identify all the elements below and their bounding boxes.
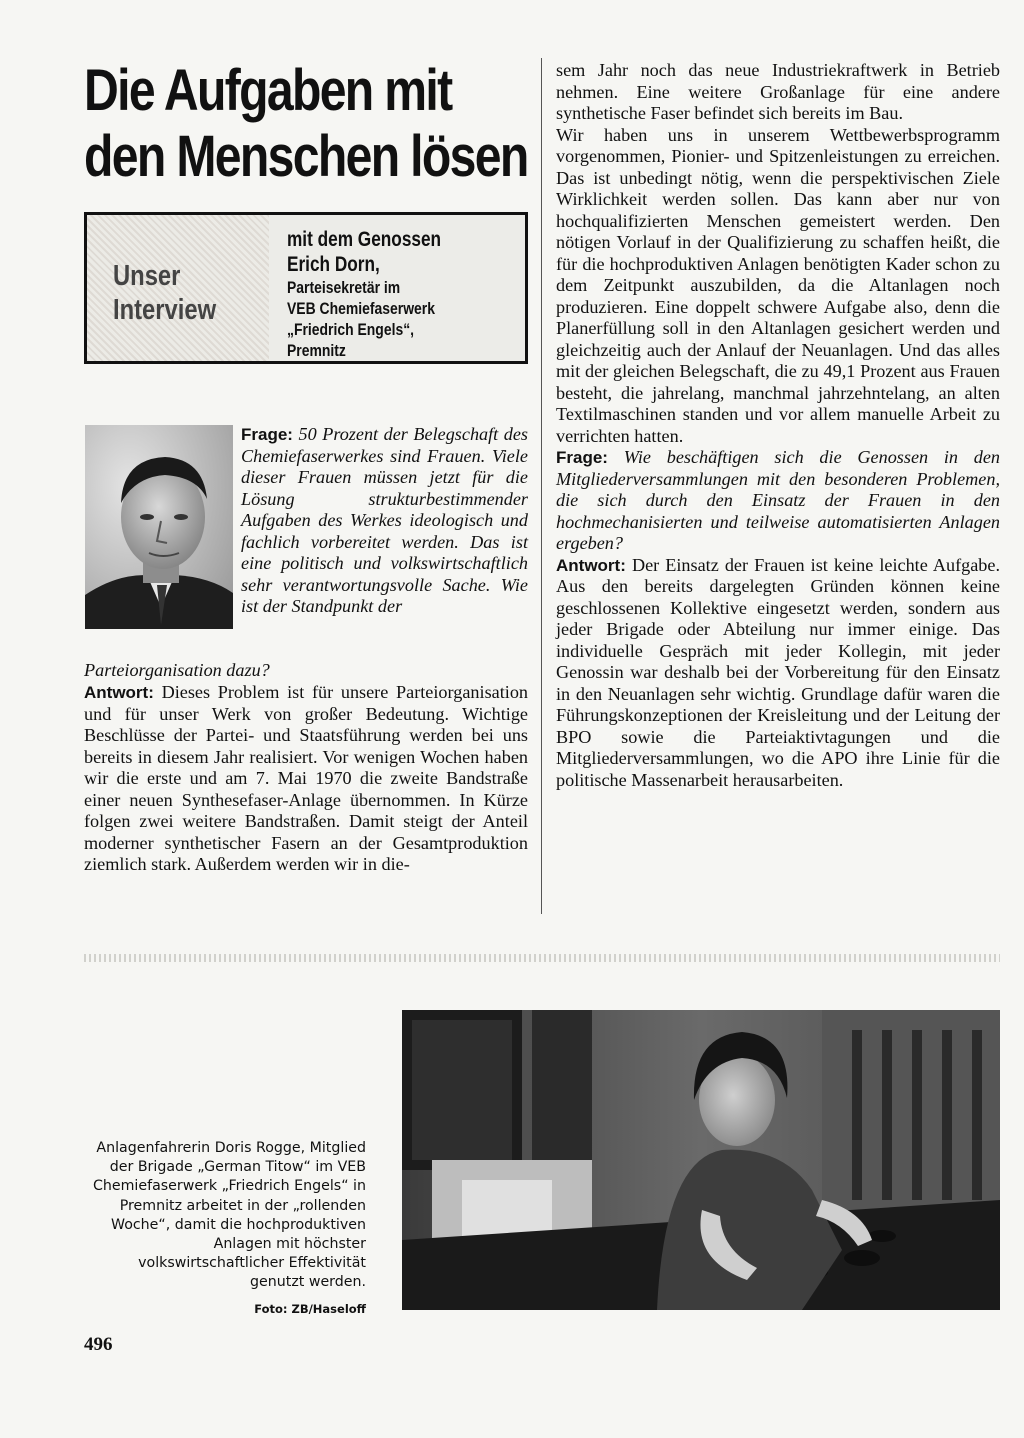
headline: [84, 58, 528, 190]
interviewee-role-1: Parteisekretär im: [287, 278, 401, 297]
interview-box: [84, 212, 528, 364]
right-column-paragraph-2: Wir haben uns in unserem Wettbewerbsprogramm vorgenommen, Pionier- und Spitzenleistungen zu erreichen. Das ist unbedingt nötig, wenn die perspektivischen Ziele Wirklichkeit werden sollen. Das kann aber nur von hochqualifizierten Menschen gemeistert werden. Den nötigen Vorlauf in der Qualifizierung zu schaffen heißt, die für die hochproduktiven Anlagen benötigten Kader schon zu dem Zeitpunkt auszubilden, da die Altanlagen noch produzieren. Eine doppelt schwere Aufgabe also, denn die Planerfüllung soll in den Altanlagen gesichert werden und gleichzeitig auch der Anlauf der Neuanlagen. Und das alles mit der gleichen Belegschaft, die zu 49,1 Prozent aus Frauen besteht, die jahrelang, manchmal jahrzehntelang, an alten Textilmaschinen standen und vor allem manuelle Arbeit zu verrichten hatten.: [556, 124, 1000, 446]
right-column: [556, 60, 1000, 791]
interview-label-line-1: Unser: [113, 260, 181, 292]
photo-credit: Foto: ZB/Haseloff: [254, 1302, 366, 1316]
question-1-text: 50 Prozent der Belegschaft des Chemiefaserwerkes sind Frauen. Viele dieser Frauen müssen jetzt für die Lösung strukturbestimmender Aufgaben des Werkes ideologisch und fachlich vorbereitet werden. Das ist eine politisch und volkswirtschaftlich sehr verantwortungsvolle Sache. Wie ist der Standpunkt der: [241, 424, 528, 616]
interviewee-name: Erich Dorn,: [287, 253, 380, 276]
interviewee-block: [287, 227, 441, 361]
answer-2-label: Antwort:: [556, 555, 626, 575]
interviewee-role-2: VEB Chemiefaserwerk: [287, 299, 435, 318]
interview-label-line-2: Interview: [113, 294, 217, 326]
factory-photo-illustration: [402, 1010, 1000, 1310]
page-number: 496: [84, 1334, 113, 1355]
interview-label: [113, 259, 216, 327]
headline-line-2: den Menschen lösen: [84, 124, 528, 189]
question-2-block: [556, 447, 1000, 555]
photo-caption: Anlagenfahrerin Doris Rogge, Mitglied der Brigade „German Titow“ im VEB Chemiefaserwerk „Friedrich Engels“ in Premnitz arbeitet in der „rollenden Woche“, damit die hochproduktiven Anlagen mit höchster volkswirtschaftlicher Effektivität genutzt werden.: [92, 1140, 366, 1291]
question-2-label: Frage:: [556, 448, 608, 467]
question-1-text-end: Parteiorganisation dazu?: [84, 660, 270, 680]
headline-line-1: Die Aufgaben mit: [84, 58, 452, 123]
answer-1-label: Antwort:: [84, 683, 154, 702]
portrait-illustration: [85, 425, 233, 629]
portrait-photo: [85, 425, 233, 629]
answer-2-text: Der Einsatz der Frauen ist keine leichte Aufgabe. Aus den bereits dargelegten Gründen können keine geschlossenen Kollektive eingesetzt werden, sondern aus jeder Brigade oder Abteilung nur immer einige. Das individuelle Gespräch mit jeder Kollegin, mit jeder Genossin war deshalb bei der Vorbereitung für den Einsatz in den Neuanlagen sehr wichtig. Grundlage dafür waren die Führungskonzeptionen der Kreisleitung und der Leitung der BPO sowie die Parteiaktivtagungen und die Mitgliederversammlungen, wo die APO ihre Linie für die politische Massenarbeit herausarbeiten.: [556, 554, 1001, 790]
question-1-block: [241, 424, 528, 618]
section-divider: [84, 954, 1000, 962]
answer-1-text: Dieses Problem ist für unsere Parteiorganisation und für unser Werk von großer Bedeutung. Wichtige Beschlüsse der Partei- und Staatsführung werden bei uns bereits in diesem Jahr realisiert. Vor wenigen Wochen haben wir die erste und am 7. Mai 1970 die zweite Bandstraße einer neuen Synthesefaser-Anlage übernommen. In Kürze folgen zwei weitere Bandstraßen. Damit steigt der Anteil moderner synthetischer Fasern an der Gesamtproduktion ziemlich stark. Außerdem werden wir in die-: [84, 682, 529, 874]
column-divider: [541, 58, 542, 914]
interviewee-role-3: „Friedrich Engels“,: [287, 320, 415, 339]
question-1-label: Frage:: [241, 425, 293, 444]
factory-photo: [402, 1010, 1000, 1310]
answer-2-block: [556, 555, 1000, 792]
answer-1-block: [84, 682, 528, 876]
question-2-text: Wie beschäftigen sich die Genossen in den Mitgliederversammlungen mit den besonderen Problemen, die sich durch den Einsatz der Frauen in den hochmechanisierten und teilweise automatisierten Anlagen ergeben?: [556, 447, 1000, 553]
right-column-paragraph-1: sem Jahr noch das neue Industriekraftwerk in Betrieb nehmen. Eine weitere Großanlage für eine andere synthetische Faser befindet sich bereits im Bau.: [556, 60, 1000, 123]
interviewee-intro: mit dem Genossen: [287, 228, 442, 251]
interviewee-role-4: Premnitz: [287, 341, 346, 360]
